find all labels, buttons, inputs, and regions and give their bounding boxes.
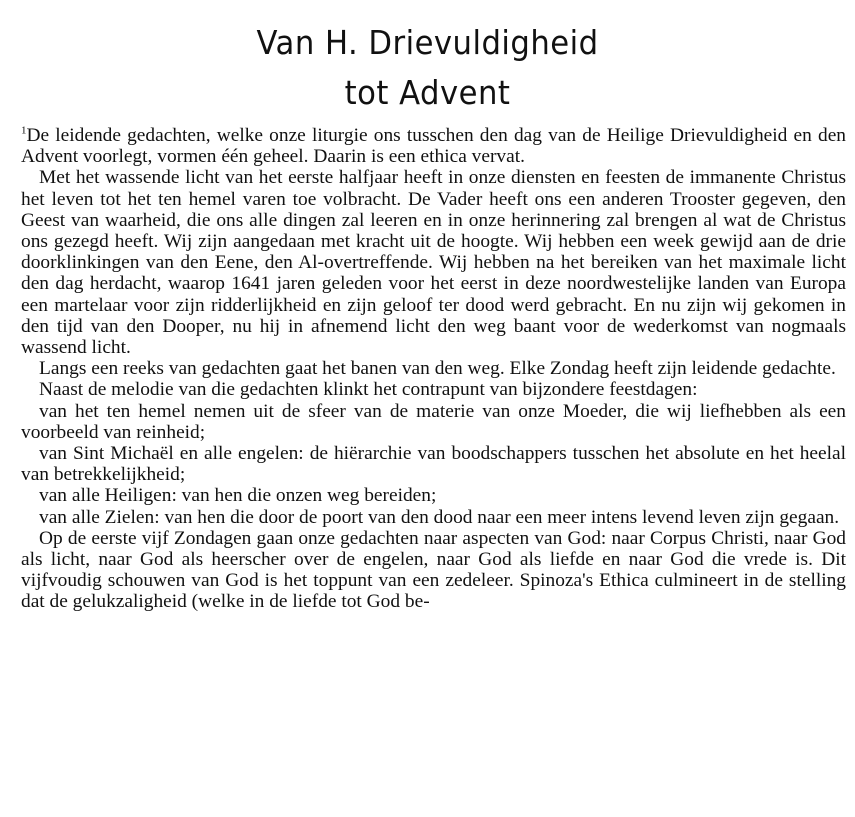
paragraph-feast-item: van alle Zielen: van hen die door de poort van den dood naar een meer intens levend leven zijn gegaan. bbox=[39, 506, 840, 528]
paragraph-feast-item: van alle Heiligen: van hen die onzen weg bereiden; bbox=[39, 485, 437, 507]
paragraph: Op de eerste vijf Zondagen gaan onze gedachten naar aspecten van God: naar Corpus Christi, naar God als licht, naar God als heerscher over de engelen, naar God als liefde en naar God die vrede is. Dit vijfvoudig schouwen van God is het toppunt van een zedeleer. Spinoza's Ethica culmineert in de stelling dat de gelukzaligheid (welke in de liefde tot God be- bbox=[21, 527, 846, 613]
page-title-line-1: Van H. Drievuldigheid bbox=[256, 23, 599, 62]
paragraph-feast-item: van Sint Michaël en alle engelen: de hiërarchie van boodschappers tusschen het absolute en het heelal van betrekkelijkheid; bbox=[21, 443, 846, 486]
paragraph-intro bbox=[21, 125, 846, 167]
paragraph-text: De leidende gedachten, welke onze liturgie ons tusschen den dag van de Heilige Drievuldigheid en den Advent voorlegt, vormen één geheel. Daarin is een ethica vervat. bbox=[21, 125, 846, 168]
paragraph: Naast de melodie van die gedachten klinkt het contrapunt van bijzondere feestdagen: bbox=[39, 379, 698, 401]
page-title-line-2: tot Advent bbox=[344, 73, 511, 112]
paragraph: Langs een reeks van gedachten gaat het banen van den weg. Elke Zondag heeft zijn leidende gedachte. bbox=[39, 358, 836, 380]
article-body bbox=[21, 125, 846, 613]
paragraph-feast-item: van het ten hemel nemen uit de sfeer van de materie van onze Moeder, die wij liefhebben als een voorbeeld van reinheid; bbox=[21, 400, 846, 443]
footnote-marker: 1 bbox=[21, 124, 27, 137]
paragraph: Met het wassende licht van het eerste halfjaar heeft in onze diensten en feesten de immanente Christus het leven tot het ten hemel varen toe volbracht. De Vader heeft ons een anderen Trooster gegeven, den Geest van waarheid, die ons alle dingen zal leeren en in onze herinnering zal brengen al wat de Christus ons gezegd heeft. Wij zijn aangedaan met kracht uit de hoogte. Wij hebben een week gewijd aan de drie doorklinkingen van den Eene, den Al-overtreffende. Wij hebben na het bereiken van het maximale licht den dag herdacht, waarop 1641 jaren geleden voor het eerst in deze noordwestelijke landen van Europa een martelaar voor zijn ridderlijkheid en zijn geloof ter dood werd gebracht. En nu zijn wij gekomen in den tijd van den Dooper, nu hij in afnemend licht den weg baant voor de wederkomst van nogmaals wassend licht. bbox=[21, 167, 846, 359]
